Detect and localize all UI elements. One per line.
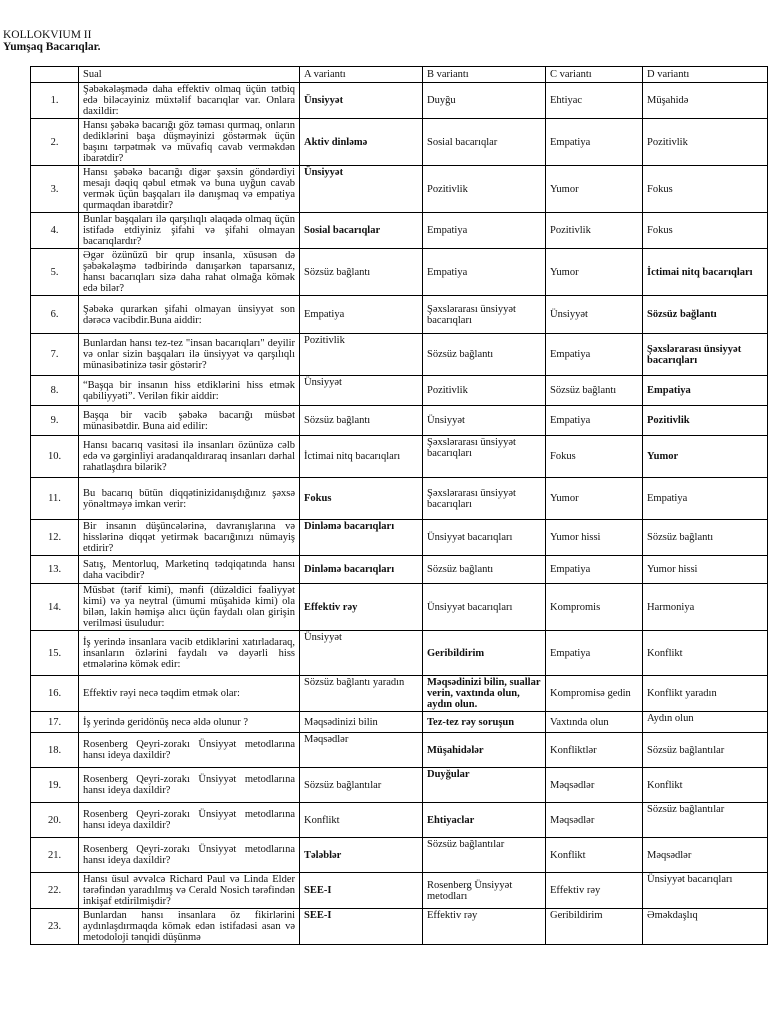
question-number: 1.: [31, 83, 79, 119]
question-text: Hansı şəbəkə bacarığı göz təması qurmaq, onların dediklərini başa düşməyinizi göstərmək üçün başını tərpətmək və müvafiq cavab verməkdən ibarətdir?: [79, 119, 300, 166]
question-text: Əgər özünüzü bir qrup insanla, xüsusən də şəbəkələşmə tədbirində danışarkən taparsanız, hansı bacarıqları sizə daha rahat olmağa kömək edə bilər?: [79, 249, 300, 296]
variant-c: Empatiya: [546, 334, 643, 376]
variant-b: Məqsədinizi bilin, suallar verin, vaxtında olun, aydın olun.: [423, 676, 546, 712]
variant-c: Kompromisə gedin: [546, 676, 643, 712]
table-row: [31, 873, 768, 909]
variant-b: Sözsüz bağlantı: [423, 334, 546, 376]
variant-a: Konflikt: [300, 803, 423, 838]
variant-a: Sözsüz bağlantı: [300, 249, 423, 296]
variant-a: Ünsiyyət: [300, 83, 423, 119]
variant-c: Məqsədlər: [546, 768, 643, 803]
table-row: [31, 406, 768, 436]
question-text: “Başqa bir insanın hiss etdiklərini hiss etmək qabiliyyəti”. Verilən fikir aiddir:: [79, 376, 300, 406]
question-text: Satış, Mentorluq, Marketinq tədqiqatında hansı daha vacibdir?: [79, 556, 300, 584]
variant-d: Pozitivlik: [643, 119, 768, 166]
variant-c: Empatiya: [546, 631, 643, 676]
variant-c: Yumor: [546, 249, 643, 296]
table-row: [31, 436, 768, 478]
question-text: Başqa bir vacib şəbəkə bacarığı müsbət münasibətdir. Buna aid edilir:: [79, 406, 300, 436]
variant-d: Fokus: [643, 166, 768, 213]
variant-d: Konflikt: [643, 768, 768, 803]
table-row: [31, 768, 768, 803]
variant-d: Ünsiyyət bacarıqları: [643, 873, 768, 909]
header-variant-b: B variantı: [423, 67, 546, 83]
variant-b: Tez-tez rəy soruşun: [423, 712, 546, 733]
variant-d: Aydın olun: [643, 712, 768, 733]
variant-b: Şəxslərarası ünsiyyət bacarıqları: [423, 436, 546, 478]
table-row: [31, 83, 768, 119]
question-number: 2.: [31, 119, 79, 166]
table-row: [31, 119, 768, 166]
question-text: Bir insanın düşüncələrinə, davranışlarına və hisslərinə diqqət yetirmək bacarığınızı nümayiş etdirir?: [79, 520, 300, 556]
variant-a: Sözsüz bağlantı yaradın: [300, 676, 423, 712]
variant-a: SEE-I: [300, 909, 423, 945]
table-row: [31, 213, 768, 249]
variant-d: Empatiya: [643, 376, 768, 406]
variant-a: Məqsədinizi bilin: [300, 712, 423, 733]
variant-d: İctimai nitq bacarıqları: [643, 249, 768, 296]
variant-a: İctimai nitq bacarıqları: [300, 436, 423, 478]
variant-b: Sözsüz bağlantılar: [423, 838, 546, 873]
question-text: Bunlardan hansı insanlara öz fikirlərini aydınlaşdırmaqda kömək edən istifadəsi asan və metodoloji tənqidi düşünmə: [79, 909, 300, 945]
question-text: Bunlar başqaları ilə qarşılıqlı əlaqədə olmaq üçün istifadə etdiyiniz şifahi və şifahi olmayan bacarıqlardır?: [79, 213, 300, 249]
header-number: [31, 67, 79, 83]
table-row: [31, 166, 768, 213]
variant-a: Ünsiyyət: [300, 631, 423, 676]
question-text: Hansı şəbəkə bacarığı digər şəxsin göndərdiyi mesajı dəqiq qəbul etmək və buna uyğun cavab vermək üçün başqaları ilə danışmaq və empatiya qurmaqdan ibarətdir?: [79, 166, 300, 213]
table-row: [31, 631, 768, 676]
variant-c: Məqsədlər: [546, 803, 643, 838]
question-text: Bunlardan hansı tez-tez "insan bacarıqları" deyilir və onlar sizin başqaları ilə ünsiyyət və qarşılıqlı münasibətinizə təsir göstərir?: [79, 334, 300, 376]
question-number: 8.: [31, 376, 79, 406]
question-number: 22.: [31, 873, 79, 909]
table-header-row: [31, 67, 768, 83]
question-number: 15.: [31, 631, 79, 676]
question-number: 11.: [31, 478, 79, 520]
table-row: [31, 712, 768, 733]
question-text: İş yerində insanlara vacib etdiklərini xatırladaraq, insanların özlərini faydalı və dəyərli hiss etmələrinə kömək edir:: [79, 631, 300, 676]
page-header: [3, 29, 101, 53]
variant-b: Effektiv rəy: [423, 909, 546, 945]
variant-d: Məqsədlər: [643, 838, 768, 873]
variant-b: Şəxslərarası ünsiyyət bacarıqları: [423, 478, 546, 520]
question-number: 10.: [31, 436, 79, 478]
variant-b: Rosenberg Ünsiyyət metodları: [423, 873, 546, 909]
variant-a: Pozitivlik: [300, 334, 423, 376]
variant-d: Sözsüz bağlantılar: [643, 733, 768, 768]
question-text: Rosenberg Qeyri-zorakı Ünsiyyət metodlarına hansı ideya daxildir?: [79, 838, 300, 873]
table-row: [31, 909, 768, 945]
question-text: İş yerində geridönüş necə əldə olunur ?: [79, 712, 300, 733]
question-text: Rosenberg Qeyri-zorakı Ünsiyyət metodlarına hansı ideya daxildir?: [79, 803, 300, 838]
variant-d: Empatiya: [643, 478, 768, 520]
variant-a: Dinləmə bacarıqları: [300, 520, 423, 556]
question-text: Şəbəkələşmədə daha effektiv olmaq üçün tətbiq edə biləcəyiniz müxtəlif bacarıqlar var. Onlara daxildir:: [79, 83, 300, 119]
question-text: Şəbəkə qurarkən şifahi olmayan ünsiyyət son dərəcə vacibdir.Buna aiddir:: [79, 296, 300, 334]
variant-a: Fokus: [300, 478, 423, 520]
header-variant-c: C variantı: [546, 67, 643, 83]
table-row: [31, 584, 768, 631]
variant-c: Ünsiyyət: [546, 296, 643, 334]
header-variant-d: D variantı: [643, 67, 768, 83]
variant-c: Empatiya: [546, 406, 643, 436]
question-number: 17.: [31, 712, 79, 733]
variant-a: Aktiv dinləmə: [300, 119, 423, 166]
table-row: [31, 296, 768, 334]
question-text: Effektiv rəyi necə təqdim etmək olar:: [79, 676, 300, 712]
table-row: [31, 478, 768, 520]
variant-b: Sözsüz bağlantı: [423, 556, 546, 584]
variant-a: Ünsiyyət: [300, 166, 423, 213]
variant-b: Empatiya: [423, 213, 546, 249]
question-number: 23.: [31, 909, 79, 945]
variant-b: Duyğu: [423, 83, 546, 119]
variant-d: Şəxslərarası ünsiyyət bacarıqları: [643, 334, 768, 376]
variant-d: Müşahidə: [643, 83, 768, 119]
variant-b: Ehtiyaclar: [423, 803, 546, 838]
variant-d: Konflikt yaradın: [643, 676, 768, 712]
variant-d: Yumor hissi: [643, 556, 768, 584]
variant-d: Konflikt: [643, 631, 768, 676]
variant-a: Tələblər: [300, 838, 423, 873]
table-row: [31, 838, 768, 873]
variant-c: Fokus: [546, 436, 643, 478]
table-row: [31, 556, 768, 584]
variant-a: Sosial bacarıqlar: [300, 213, 423, 249]
variant-a: Sözsüz bağlantı: [300, 406, 423, 436]
question-text: Müsbət (tərif kimi), mənfi (düzəldici fəaliyyət kimi) və ya neytral (ümumi müşahidə kimi) ola bilən, lakin həmişə alıcı üçün faydalı olan girişin verilməsi üsuludur:: [79, 584, 300, 631]
variant-d: Pozitivlik: [643, 406, 768, 436]
variant-c: Ehtiyac: [546, 83, 643, 119]
variant-c: Vaxtında olun: [546, 712, 643, 733]
document-subtitle: Yumşaq Bacarıqlar.: [3, 41, 101, 53]
variant-b: Sosial bacarıqlar: [423, 119, 546, 166]
question-text: Hansı bacarıq vasitəsi ilə insanları özünüzə cəlb edə və gərginliyi aradanqaldıraraq insanları dərhal rahatlaşdıra bilərik?: [79, 436, 300, 478]
question-text: Bu bacarıq bütün diqqətinizidanışdığınız şəxsə yönəltməyə imkan verir:: [79, 478, 300, 520]
variant-d: Əməkdaşlıq: [643, 909, 768, 945]
question-number: 19.: [31, 768, 79, 803]
variant-b: Empatiya: [423, 249, 546, 296]
question-number: 7.: [31, 334, 79, 376]
variant-c: Yumor: [546, 166, 643, 213]
table-row: [31, 249, 768, 296]
table-row: [31, 520, 768, 556]
table-row: [31, 733, 768, 768]
variant-a: Empatiya: [300, 296, 423, 334]
variant-d: Sözsüz bağlantılar: [643, 803, 768, 838]
question-number: 13.: [31, 556, 79, 584]
variant-c: Yumor: [546, 478, 643, 520]
variant-c: Sözsüz bağlantı: [546, 376, 643, 406]
variant-d: Sözsüz bağlantı: [643, 520, 768, 556]
variant-b: Şəxslərarası ünsiyyət bacarıqları: [423, 296, 546, 334]
table-row: [31, 803, 768, 838]
variant-a: SEE-I: [300, 873, 423, 909]
variant-d: Sözsüz bağlantı: [643, 296, 768, 334]
variant-b: Pozitivlik: [423, 166, 546, 213]
question-text: Hansı üsul əvvəlcə Richard Paul və Linda Elder tərəfindən yaradılmış və Cerald Nosich tərəfindən inkişaf etdirilmişdir?: [79, 873, 300, 909]
variant-d: Yumor: [643, 436, 768, 478]
document-title: KOLLOKVIUM II: [3, 29, 92, 41]
header-variant-a: A variantı: [300, 67, 423, 83]
variant-a: Məqsədlər: [300, 733, 423, 768]
variant-b: Müşahidələr: [423, 733, 546, 768]
table-row: [31, 376, 768, 406]
variant-b: Ünsiyyət bacarıqları: [423, 584, 546, 631]
variant-c: Yumor hissi: [546, 520, 643, 556]
table-row: [31, 676, 768, 712]
variant-c: Kompromis: [546, 584, 643, 631]
quiz-table: [30, 66, 768, 945]
question-text: Rosenberg Qeyri-zorakı Ünsiyyət metodlarına hansı ideya daxildir?: [79, 768, 300, 803]
header-question: Sual: [79, 67, 300, 83]
question-number: 21.: [31, 838, 79, 873]
question-number: 9.: [31, 406, 79, 436]
variant-d: Harmoniya: [643, 584, 768, 631]
variant-c: Konfliktlər: [546, 733, 643, 768]
question-number: 14.: [31, 584, 79, 631]
question-number: 20.: [31, 803, 79, 838]
variant-c: Konflikt: [546, 838, 643, 873]
variant-a: Ünsiyyət: [300, 376, 423, 406]
variant-b: Duyğular: [423, 768, 546, 803]
variant-a: Sözsüz bağlantılar: [300, 768, 423, 803]
question-number: 5.: [31, 249, 79, 296]
variant-d: Fokus: [643, 213, 768, 249]
variant-c: Effektiv rəy: [546, 873, 643, 909]
variant-c: Geribildirim: [546, 909, 643, 945]
variant-c: Empatiya: [546, 119, 643, 166]
variant-a: Dinləmə bacarıqları: [300, 556, 423, 584]
variant-b: Pozitivlik: [423, 376, 546, 406]
variant-a: Effektiv rəy: [300, 584, 423, 631]
question-number: 4.: [31, 213, 79, 249]
variant-c: Pozitivlik: [546, 213, 643, 249]
question-number: 6.: [31, 296, 79, 334]
variant-b: Geribildirim: [423, 631, 546, 676]
question-number: 18.: [31, 733, 79, 768]
question-number: 12.: [31, 520, 79, 556]
question-number: 3.: [31, 166, 79, 213]
question-text: Rosenberg Qeyri-zorakı Ünsiyyət metodlarına hansı ideya daxildir?: [79, 733, 300, 768]
variant-c: Empatiya: [546, 556, 643, 584]
variant-b: Ünsiyyət bacarıqları: [423, 520, 546, 556]
variant-b: Ünsiyyət: [423, 406, 546, 436]
table-row: [31, 334, 768, 376]
question-number: 16.: [31, 676, 79, 712]
